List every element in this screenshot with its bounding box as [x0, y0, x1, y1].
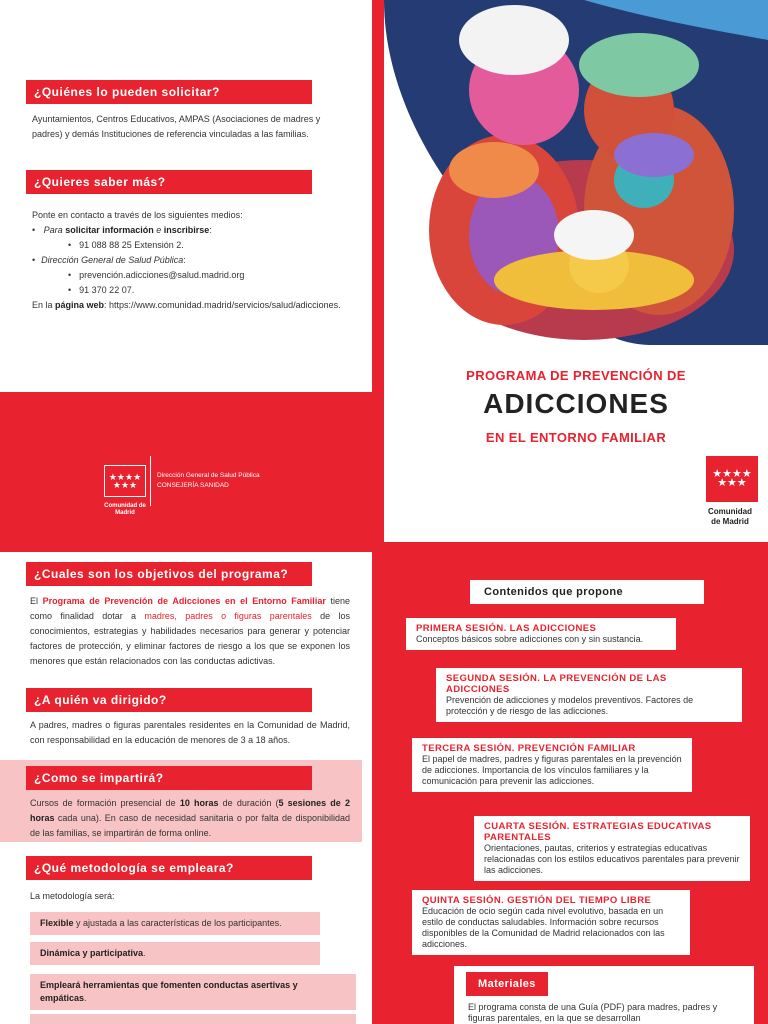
email-item: • prevención.adicciones@salud.madrid.org [68, 270, 245, 280]
session-4-title: CUARTA SESIÓN. ESTRATEGIAS EDUCATIVAS PARENTALES [484, 821, 712, 843]
obj-program: Programa de Prevención de Adicciones en el Entorno Familiar [42, 596, 326, 606]
session-2-title: SEGUNDA SESIÓN. LA PREVENCIÓN DE LAS ADICCIONES [446, 673, 667, 695]
q5-b: 10 horas [179, 798, 219, 808]
heading-quienes: ¿Quiénes lo pueden solicitar? [26, 80, 312, 104]
contact-block [32, 208, 352, 313]
colon: : [209, 225, 212, 235]
phone-1-item: • 91 088 88 25 Extensión 2. [68, 240, 184, 250]
metod-item-next [30, 1014, 356, 1024]
obj-el: El [30, 596, 39, 606]
q5-c: de duración ( [222, 798, 279, 808]
heading-saber-mas: ¿Quieres saber más? [26, 170, 312, 194]
cover-stars-icon: ★★★★ ★★★ [706, 456, 758, 502]
web-item [32, 298, 352, 313]
dg-label: Dirección General de Salud Pública [41, 255, 184, 265]
session-4 [474, 816, 750, 881]
heading-impartira: ¿Como se impartirá? [26, 766, 312, 790]
q5-e: cada una). En caso de necesidad sanitaria o por falta de disponibilidad de las familias, se impartirán de forma online. [30, 813, 350, 838]
cover-title-top: PROGRAMA DE PREVENCIÓN DE [466, 368, 686, 383]
session-5 [412, 890, 690, 955]
heading-contenidos: Contenidos que propone [470, 580, 704, 604]
dirigido-text: A padres, madres o figuras parentales residentes en la Comunidad de Madrid, con responsabilidad en la educación de menores de 3 a 18 años. [30, 720, 350, 745]
session-3 [412, 738, 692, 792]
m3-dot: . [84, 993, 87, 1003]
session-1 [406, 618, 676, 650]
logo-label: Comunidad de Madrid [104, 503, 146, 516]
pagina-web-label: página web [55, 300, 105, 310]
heading-metodologia: ¿Qué metodología se empleara? [26, 856, 312, 880]
heading-materiales: Materiales [466, 972, 548, 996]
obj-rest: de los conocimientos, estrategias y habilidades necesarios para generar y potenciar factores de protección, y eliminar factores de riesgo a los que se exponen los menores que están relacionados con las conductas adictivas. [30, 611, 350, 666]
session-5-title: QUINTA SESIÓN. GESTIÓN DEL TIEMPO LIBRE [422, 895, 652, 906]
cover-title-bottom: EN EL ENTORNO FAMILIAR [485, 430, 667, 445]
panel-info [0, 0, 384, 542]
logo-comunidad [104, 456, 260, 516]
email-link[interactable]: prevención.adicciones@salud.madrid.org [79, 270, 245, 280]
objetivos-text [30, 594, 350, 669]
metod-item-dinamica [30, 942, 320, 965]
session-2-desc: Prevención de adicciones y modelos preventivos. Factores de protección y de riesgo de las adicciones. [446, 695, 694, 716]
colon: : [183, 255, 186, 265]
heading-objetivos: ¿Cuales son los objetivos del programa? [26, 562, 312, 586]
cover-logo-label [700, 507, 760, 527]
session-3-desc: El papel de madres, padres y figuras parentales en la prevención de adicciones. Importancia de los vínculos familiares y la comunicación para prevenir las adicciones. [422, 754, 682, 786]
panel-cover [384, 0, 768, 542]
session-3-title: TERCERA SESIÓN. PREVENCIÓN FAMILIAR [422, 743, 636, 754]
contact-item-dg: • Dirección General de Salud Pública: [32, 255, 186, 265]
cover-logo-line1: Comunidad [708, 507, 752, 516]
cover-title-main: ADICCIONES [483, 388, 669, 419]
metodologia-intro: La metodología será: [30, 891, 115, 901]
logo-consejeria: CONSEJERÍA SANIDAD [157, 482, 229, 489]
logo-divider [150, 456, 151, 506]
contact-item-solicitar: • Para solicitar información e inscribirse: [32, 225, 212, 235]
obj-mid: tiene como finalidad dotar a [30, 596, 350, 621]
metod-item-flexible [30, 912, 320, 935]
q5-d: 5 sesiones de 2 horas [30, 798, 350, 823]
materiales-text: El programa consta de una Guía (PDF) para madres, padres y figuras parentales, en la que se desarrollan [468, 1002, 718, 1023]
phone-2[interactable]: 91 370 22 07. [79, 285, 135, 295]
materiales-box [454, 966, 754, 1024]
heading-dirigido: ¿A quién va dirigido? [26, 688, 312, 712]
phone-1[interactable]: 91 088 88 25 Extensión 2. [79, 240, 184, 250]
contact-intro: Ponte en contacto a través de los siguientes medios: [32, 210, 243, 220]
q5-a: Cursos de formación presencial de [30, 798, 176, 808]
cover-illustration [384, 0, 768, 345]
impartira-text [30, 796, 350, 841]
red-top [0, 542, 384, 552]
phone-2-item: • 91 370 22 07. [68, 285, 135, 295]
cover-logo-line2: de Madrid [711, 517, 749, 526]
session-1-title: PRIMERA SESIÓN. LAS ADICCIONES [416, 623, 597, 634]
session-5-desc: Educación de ocio según cada nivel evolutivo, basada en un estilo de conductas saludables. Información sobre recursos disponibles de la Comunidad de Madrid relacionados con las adicciones. [422, 906, 665, 949]
para-label: Para [43, 225, 63, 235]
m3-bold: Empleará herramientas que fomenten conductas asertivas y empáticas [40, 980, 298, 1003]
en-la: En la [32, 300, 53, 310]
panel-program [0, 542, 384, 1024]
metod-item-herramientas [30, 974, 356, 1010]
logo-dg: Dirección General de Salud Pública [157, 472, 260, 479]
e-label: e [156, 225, 162, 235]
session-4-desc: Orientaciones, pautas, criterios y estrategias educativas relacionadas con los estilos educativos parentales para prevenir las adicciones. [484, 843, 740, 875]
m1-rest: y ajustada a las características de los participantes. [76, 918, 282, 928]
red-strip [372, 542, 384, 1024]
stars-icon: ★★★★ ★★★ [104, 465, 146, 497]
m2-dot: . [143, 948, 146, 958]
inscribirse-label: inscribirse [163, 225, 210, 235]
m2-bold: Dinámica y participativa [40, 948, 144, 958]
m1-bold: Flexible [40, 918, 74, 928]
quienes-text: Ayuntamientos, Centros Educativos, AMPAS (Asociaciones de madres y padres) y demás Instituciones de referencia vinculadas a las familias. [32, 114, 321, 139]
web-url[interactable]: : https://www.comunidad.madrid/servicios/salud/adicciones. [104, 300, 341, 310]
session-1-desc: Conceptos básicos sobre adicciones con y sin sustancia. [416, 634, 644, 644]
solicitar-label: solicitar información [65, 225, 154, 235]
session-2 [436, 668, 742, 722]
obj-madres: madres, padres o figuras parentales [144, 611, 312, 621]
panel-contents [384, 542, 768, 1024]
